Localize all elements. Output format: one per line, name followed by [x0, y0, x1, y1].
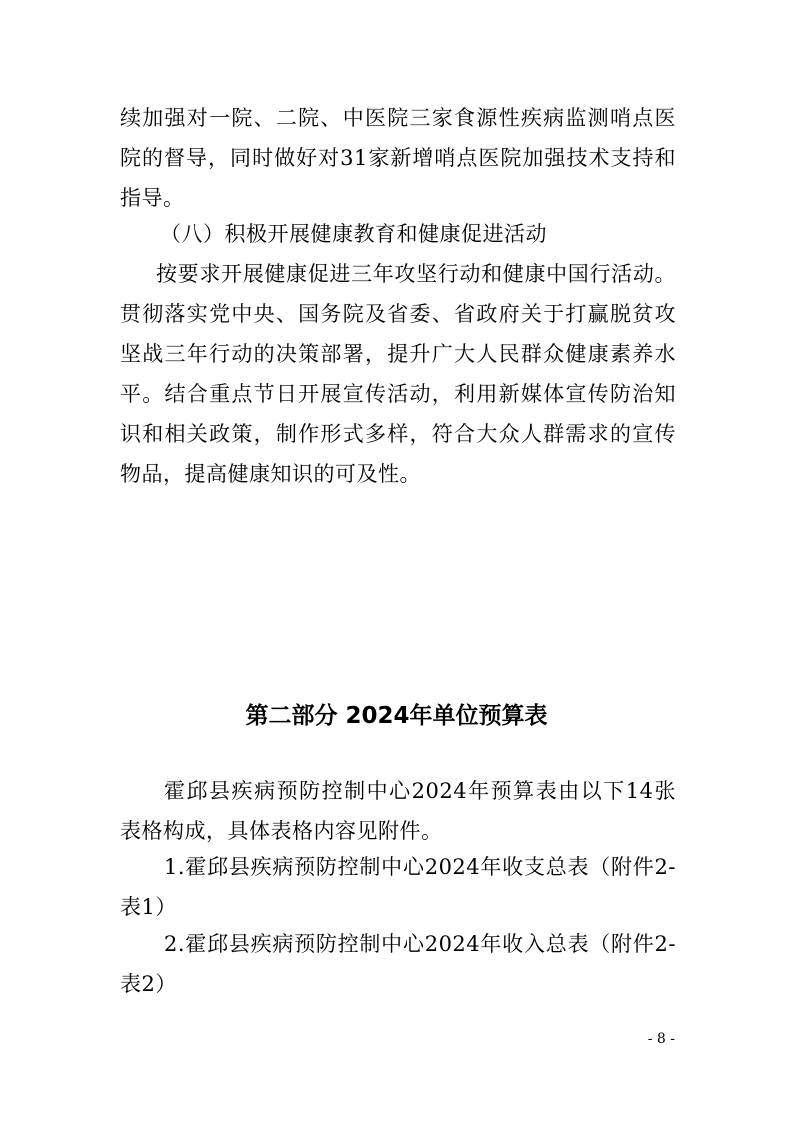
paragraph-health-promotion: 按要求开展健康促进三年攻坚行动和健康中国行活动。贯彻落实党中央、国务院及省委、省政府关于打赢脱贫攻坚战三年行动的决策部署，提升广大人民群众健康素养水平。结合重点节日开展宣传活动，利用新媒体宣传防治知识和相关政策，制作形式多样，符合大众人群需求的宣传物品，提高健康知识的可及性。: [120, 262, 676, 486]
list-item: 1.霍邱县疾病预防控制中心2024年收支总表（附件2-表1）: [120, 855, 676, 919]
subsection-title: （八）积极开展健康教育和健康促进活动: [160, 222, 547, 246]
paragraph-budget-intro: 霍邱县疾病预防控制中心2024年预算表由以下14张表格构成，具体表格内容见附件。: [120, 779, 676, 843]
section-title: 第二部分 2024年单位预算表: [245, 703, 548, 729]
page-number: - 8 -: [647, 1031, 675, 1047]
list-item: 2.霍邱县疾病预防控制中心2024年收入总表（附件2-表2）: [120, 932, 676, 996]
paragraph-continuation: 续加强对一院、二院、中医院三家食源性疾病监测哨点医院的督导，同时做好对31家新增哨点医院加强技术支持和指导。: [120, 106, 676, 210]
